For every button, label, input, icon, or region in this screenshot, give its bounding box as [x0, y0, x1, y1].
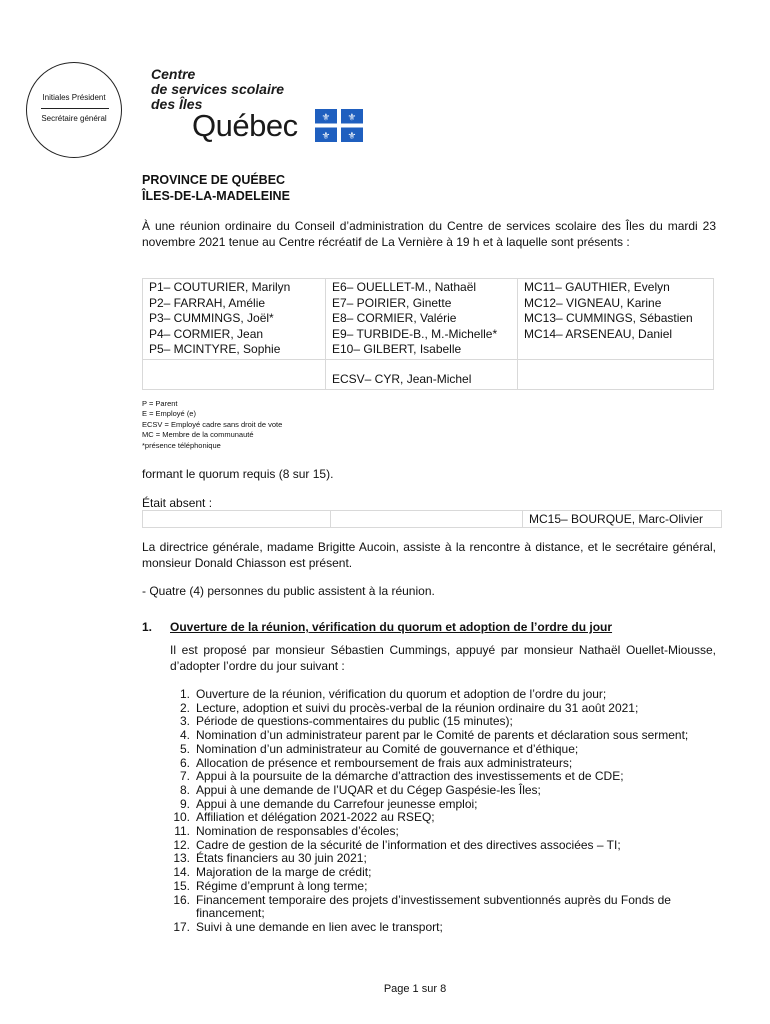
agenda-text: Financement temporaire des projets d’investissement subventionnés auprès du Fonds de financement; [196, 892, 671, 921]
legend-item: P = Parent [142, 399, 178, 408]
agenda-text: Nomination de responsables d’écoles; [196, 824, 399, 839]
member-name: ECSV– CYR, Jean-Michel [332, 372, 472, 386]
agenda-number: 10. [173, 810, 190, 825]
agenda-item [166, 743, 726, 757]
agenda-item [166, 688, 726, 702]
agenda-text: Appui à une demande du Carrefour jeunesse emploi; [196, 796, 478, 811]
org-line: Centre [151, 66, 196, 82]
absent-label: Était absent : [142, 496, 213, 510]
agenda-item [166, 784, 726, 798]
agenda-number: 14. [173, 865, 190, 880]
agenda-number: 5. [179, 741, 190, 756]
agenda-item [166, 852, 726, 866]
public-attendance: - Quatre (4) personnes du public assistent à la réunion. [142, 584, 435, 598]
agenda-number: 16. [173, 892, 190, 907]
agenda-number: 12. [173, 837, 190, 852]
agenda-number: 1. [179, 687, 190, 701]
section-heading [142, 620, 612, 634]
svg-text:⚜: ⚜ [321, 112, 331, 124]
agenda-text: Suivi à une demande en lien avec le transport; [196, 919, 443, 934]
member-name: MC12– VIGNEAU, Karine [524, 295, 662, 310]
agenda-item [166, 702, 726, 716]
absent-member: MC15– BOURQUE, Marc-Olivier [523, 511, 722, 528]
agenda-number: 11. [174, 824, 190, 839]
agenda-number: 8. [179, 782, 190, 797]
empty-cell [143, 511, 331, 528]
ecsv-cell [326, 359, 518, 389]
member-name: P4– CORMIER, Jean [149, 326, 264, 341]
agenda-text: Régime d’emprunt à long terme; [196, 878, 368, 893]
agenda-number: 15. [173, 878, 190, 893]
agenda-item [166, 921, 726, 935]
document-heading [142, 172, 290, 204]
seal-secretary-label: Secrétaire général [41, 114, 107, 123]
member-name: MC11– GAUTHIER, Evelyn [524, 280, 670, 294]
quorum-text: formant le quorum requis (8 sur 15). [142, 467, 334, 481]
agenda-number: 2. [179, 700, 190, 715]
svg-text:⚜: ⚜ [347, 131, 357, 142]
agenda-text: Lecture, adoption et suivi du procès-verbal de la réunion ordinaire du 31 août 2021; [196, 700, 639, 715]
section-number: 1. [142, 620, 153, 634]
agenda-item [166, 798, 726, 812]
agenda-item [166, 880, 726, 894]
member-name: E9– TURBIDE-B., M.-Michelle* [332, 326, 498, 341]
org-line: de services scolaire [151, 81, 285, 97]
community-column [518, 279, 714, 360]
seal-president-label: Initiales Président [42, 93, 106, 102]
agenda-item [166, 866, 726, 880]
agenda-text: Période de questions-commentaires du public (15 minutes); [196, 714, 513, 729]
organization-logo-text [151, 67, 351, 112]
member-name: E6– OUELLET-M., Nathaël [332, 280, 477, 294]
absent-members-table [142, 510, 722, 528]
members-present-table [142, 278, 714, 390]
quebec-wordmark: Québec [192, 108, 298, 143]
agenda-text: Nomination d’un administrateur au Comité de gouvernance et d’éthique; [196, 741, 579, 756]
svg-text:⚜: ⚜ [347, 112, 357, 124]
quebec-flag-icon [315, 109, 363, 142]
empty-cell [518, 359, 714, 389]
agenda-number: 13. [173, 851, 190, 866]
svg-text:⚜: ⚜ [321, 131, 331, 142]
intro-paragraph: À une réunion ordinaire du Conseil d’administration du Centre de services scolaire des Îles du mardi 23 novembre 2021 tenue au Centre récréatif de La Vernière à 19 h et à laquelle sont présents : [142, 219, 716, 249]
agenda-number: 7. [179, 769, 190, 784]
parents-column [143, 279, 326, 360]
member-name: MC13– CUMMINGS, Sébastien [524, 311, 693, 325]
agenda-text: États financiers au 30 juin 2021; [196, 851, 367, 866]
province-title: PROVINCE DE QUÉBEC [142, 173, 286, 187]
agenda-text: Ouverture de la réunion, vérification du quorum et adoption de l’ordre du jour; [196, 687, 607, 701]
member-name: P2– FARRAH, Amélie [149, 295, 266, 310]
legend-item: E = Employé (e) [142, 409, 196, 419]
member-name: MC14– ARSENEAU, Daniel [524, 326, 673, 341]
agenda-text: Allocation de présence et remboursement de frais aux administrateurs; [196, 755, 573, 770]
agenda-text: Nomination d’un administrateur parent par le Comité de parents et déclaration sous serment; [196, 728, 689, 743]
member-name: E8– CORMIER, Valérie [332, 311, 457, 325]
agenda-number: 17. [173, 919, 190, 934]
agenda-text: Appui à la poursuite de la démarche d’attraction des investissements et de CDE; [196, 769, 624, 784]
employees-column [326, 279, 518, 360]
page-number: Page 1 sur 8 [383, 983, 447, 995]
agenda-item [166, 825, 726, 839]
agenda-text: Affiliation et délégation 2021-2022 au RSEQ; [196, 810, 435, 825]
member-name: P3– CUMMINGS, Joël* [149, 311, 274, 325]
member-name: E10– GILBERT, Isabelle [332, 342, 462, 356]
abbreviations-legend [142, 399, 282, 451]
legend-item: MC = Membre de la communauté [142, 430, 254, 440]
seal-divider [41, 108, 109, 109]
agenda-text: Appui à une demande de l’UQAR et du Cégep Gaspésie-les Îles; [196, 782, 541, 797]
empty-cell [331, 511, 523, 528]
director-paragraph: La directrice générale, madame Brigitte Aucoin, assiste à la rencontre à distance, et le secrétaire général, monsieur Donald Chiasson est présent. [142, 540, 716, 570]
agenda-number: 4. [179, 728, 190, 743]
org-line: des Îles [151, 96, 203, 112]
member-name: E7– POIRIER, Ginette [332, 295, 452, 310]
agenda-text: Majoration de la marge de crédit; [196, 865, 372, 880]
region-title: ÎLES-DE-LA-MADELEINE [142, 189, 290, 203]
initials-seal [26, 62, 122, 158]
agenda-list [166, 688, 726, 935]
legend-item: ECSV = Employé cadre sans droit de vote [142, 419, 283, 429]
member-name: P5– MCINTYRE, Sophie [149, 342, 281, 356]
agenda-number: 3. [179, 714, 190, 729]
agenda-item [166, 770, 726, 784]
agenda-number: 9. [179, 796, 190, 811]
proposal-paragraph: Il est proposé par monsieur Sébastien Cummings, appuyé par monsieur Nathaël Ouellet-Miousse, d’adopter l’ordre du jour suivant : [170, 643, 716, 673]
member-name: P1– COUTURIER, Marilyn [149, 280, 291, 294]
agenda-item [166, 757, 726, 771]
section-title: Ouverture de la réunion, vérification du quorum et adoption de l’ordre du jour [170, 620, 613, 634]
agenda-item [166, 894, 726, 921]
agenda-item [166, 729, 726, 743]
legend-item: *présence téléphonique [142, 440, 221, 450]
agenda-text: Cadre de gestion de la sécurité de l’information et des directives associées – TI; [196, 837, 621, 852]
empty-cell [143, 359, 326, 389]
agenda-item [166, 715, 726, 729]
agenda-item [166, 811, 726, 825]
agenda-number: 6. [179, 755, 190, 770]
